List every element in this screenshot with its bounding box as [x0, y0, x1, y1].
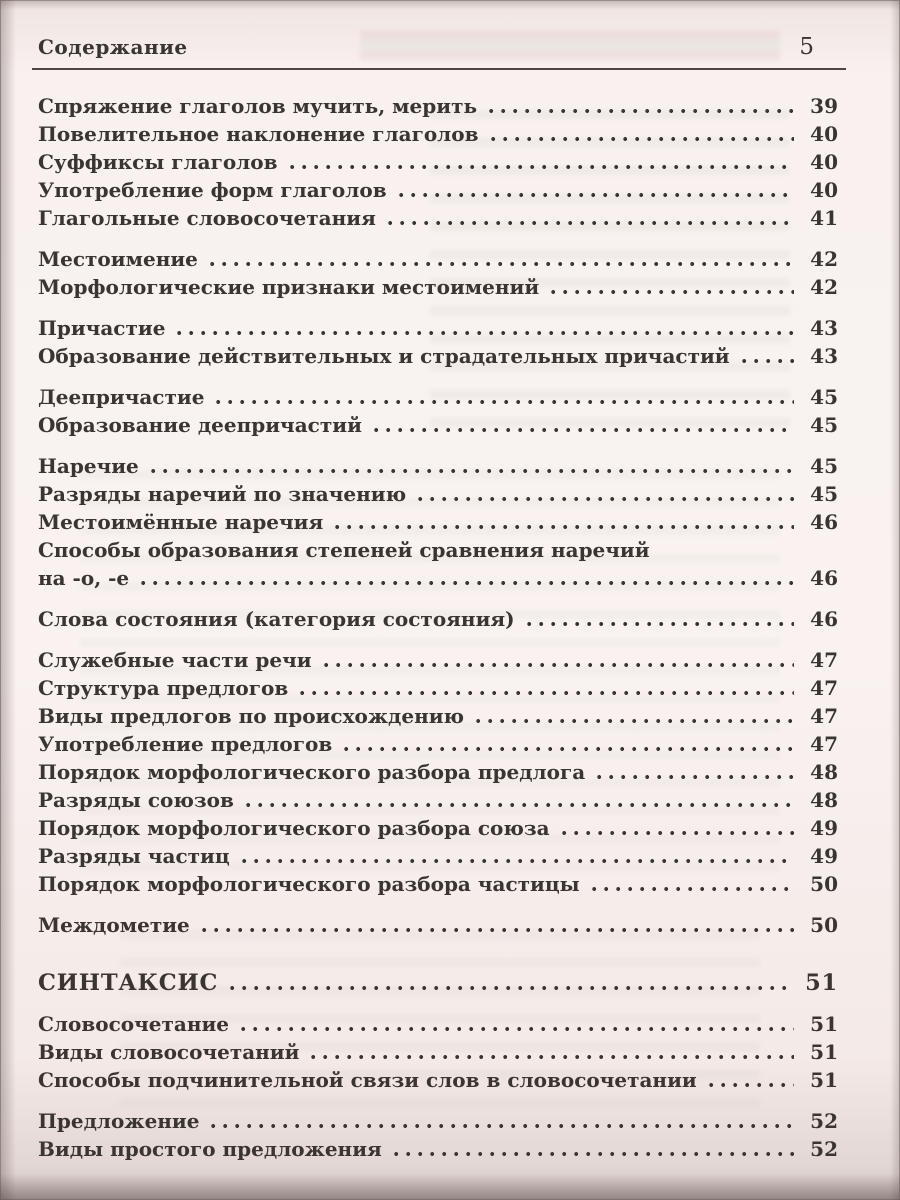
dot-leader [311, 1054, 794, 1060]
dot-leader [592, 886, 794, 892]
dot-leader [344, 746, 794, 752]
dot-leader [527, 621, 794, 627]
dot-leader [211, 1123, 794, 1129]
toc-title: Содержание [38, 35, 188, 59]
dot-leader [177, 330, 794, 336]
toc-entry [38, 646, 838, 674]
toc-entry-label: Наречие [38, 454, 139, 478]
dot-leader [388, 220, 794, 226]
toc-entry [38, 383, 838, 411]
toc-entry-label: Словосочетание [38, 1012, 230, 1036]
toc-entry [38, 120, 838, 148]
toc-entry-label: Разряды союзов [38, 788, 234, 812]
toc-entry-page: 46 [810, 510, 838, 534]
toc-entry-page: 49 [810, 844, 838, 868]
dot-leader [230, 985, 794, 991]
toc-entry-label: Слова состояния (категория состояния) [38, 607, 515, 631]
toc-entry-page: 40 [810, 150, 838, 174]
page-header [38, 34, 848, 60]
dot-leader [246, 802, 794, 808]
toc-entry-label: Местоимённые наречия [38, 510, 324, 534]
toc-entry-label: Деепричастие [38, 385, 205, 409]
toc-entry [38, 273, 838, 301]
toc-list [38, 92, 848, 1163]
dot-leader [491, 136, 795, 142]
toc-entry-label: Виды словосочетаний [38, 1040, 300, 1064]
toc-entry-label: Виды простого предложения [38, 1137, 382, 1161]
toc-entry [38, 176, 838, 204]
toc-entry [38, 314, 838, 342]
toc-entry-page: 51 [805, 970, 838, 996]
toc-entry [38, 674, 838, 702]
toc-entry-page: 39 [810, 94, 838, 118]
scan-shadow-bottom [0, 1174, 900, 1200]
toc-entry-label: Спряжение глаголов мучить, мерить [38, 94, 478, 118]
toc-entry-label: Разряды наречий по значению [38, 482, 407, 506]
toc-entry [38, 1066, 838, 1094]
toc-entry-page: 42 [810, 247, 838, 271]
toc-entry-page: 48 [810, 788, 838, 812]
toc-entry-page: 43 [810, 316, 838, 340]
toc-entry-label: Порядок морфологического разбора предлога [38, 760, 586, 784]
dot-leader [399, 192, 794, 198]
dot-leader [210, 261, 794, 267]
toc-entry-label: Повелительное наклонение глаголов [38, 122, 479, 146]
toc-entry-label: Порядок морфологического разбора союза [38, 816, 550, 840]
toc-entry [38, 969, 838, 997]
toc-entry-page: 51 [810, 1012, 838, 1036]
toc-entry-page: 49 [810, 816, 838, 840]
toc-entry [38, 786, 838, 814]
dot-leader [241, 1026, 794, 1032]
toc-entry [38, 536, 838, 592]
toc-entry [38, 730, 838, 758]
toc-entry-page: 45 [810, 454, 838, 478]
toc-entry-label: Способы образования степеней сравнения наречий [38, 538, 650, 562]
toc-entry-page: 46 [810, 607, 838, 631]
toc-entry-label: Предложение [38, 1109, 200, 1133]
toc-entry-page: 47 [810, 732, 838, 756]
toc-entry-label: Употребление предлогов [38, 732, 333, 756]
toc-entry [38, 342, 838, 370]
toc-entry-label: Суффиксы глаголов [38, 150, 278, 174]
toc-entry-label: Междометие [38, 913, 190, 937]
toc-entry [38, 870, 838, 898]
toc-entry-label: Виды предлогов по происхождению [38, 704, 465, 728]
toc-entry [38, 702, 838, 730]
dot-leader [335, 524, 794, 530]
dot-leader [151, 468, 794, 474]
header-rule [32, 68, 846, 70]
toc-entry-page: 45 [810, 482, 838, 506]
toc-entry-line1 [38, 536, 838, 564]
toc-entry [38, 508, 838, 536]
toc-entry-label: Причастие [38, 316, 166, 340]
toc-entry [38, 92, 838, 120]
page-number: 5 [799, 34, 814, 60]
toc-entry-label: Разряды частиц [38, 844, 230, 868]
toc-entry-page: 50 [810, 913, 838, 937]
toc-entry-page: 46 [810, 566, 838, 590]
toc-entry [38, 411, 838, 439]
toc-entry-label: Способы подчинительной связи слов в словосочетании [38, 1068, 697, 1092]
toc-entry-page: 41 [810, 206, 838, 230]
toc-entry-label: СИНТАКСИС [38, 970, 219, 996]
dot-leader [290, 164, 794, 170]
toc-entry-label: Местоимение [38, 247, 198, 271]
toc-entry [38, 814, 838, 842]
dot-leader [742, 358, 794, 364]
toc-entry [38, 1038, 838, 1066]
toc-entry [38, 1107, 838, 1135]
dot-leader [394, 1151, 794, 1157]
toc-entry-label: Структура предлогов [38, 676, 289, 700]
dot-leader [141, 580, 794, 586]
toc-entry [38, 148, 838, 176]
dot-leader [418, 496, 794, 502]
toc-entry-label: Употребление форм глаголов [38, 178, 387, 202]
toc-entry-page: 52 [810, 1109, 838, 1133]
toc-entry [38, 842, 838, 870]
dot-leader [597, 774, 794, 780]
toc-entry-label: Образование действительных и страдательных причастий [38, 344, 730, 368]
dot-leader [489, 108, 794, 114]
toc-entry-page: 45 [810, 413, 838, 437]
toc-entry-page: 51 [810, 1068, 838, 1092]
toc-entry [38, 605, 838, 633]
toc-entry-label: Служебные части речи [38, 648, 312, 672]
toc-entry-page: 48 [810, 760, 838, 784]
toc-entry-label: Морфологические признаки местоимений [38, 275, 540, 299]
toc-entry [38, 245, 838, 273]
toc-entry [38, 1135, 838, 1163]
toc-entry-label2: на -о, -е [38, 566, 130, 590]
toc-entry-label: Порядок морфологического разбора частицы [38, 872, 580, 896]
toc-entry-label: Глагольные словосочетания [38, 206, 376, 230]
dot-leader [242, 858, 794, 864]
toc-entry-page: 43 [810, 344, 838, 368]
toc-entry-page: 40 [810, 178, 838, 202]
toc-entry-line2 [38, 564, 838, 592]
toc-entry-page: 51 [810, 1040, 838, 1064]
dot-leader [709, 1082, 794, 1088]
dot-leader [562, 830, 794, 836]
toc-entry-label: Образование деепричастий [38, 413, 362, 437]
dot-leader [324, 662, 794, 668]
toc-entry-page: 45 [810, 385, 838, 409]
dot-leader [300, 690, 794, 696]
toc-entry [38, 452, 838, 480]
toc-entry [38, 758, 838, 786]
toc-entry-page: 40 [810, 122, 838, 146]
toc-entry [38, 1010, 838, 1038]
toc-entry [38, 204, 838, 232]
dot-leader [476, 718, 794, 724]
dot-leader [216, 399, 794, 405]
toc-entry-page: 47 [810, 676, 838, 700]
toc-entry-page: 52 [810, 1137, 838, 1161]
toc-entry-page: 47 [810, 704, 838, 728]
toc-entry [38, 911, 838, 939]
toc-entry-page: 42 [810, 275, 838, 299]
toc-entry [38, 480, 838, 508]
toc-entry-page: 47 [810, 648, 838, 672]
dot-leader [374, 427, 794, 433]
dot-leader [551, 289, 794, 295]
dot-leader [202, 927, 794, 933]
toc-entry-page: 50 [810, 872, 838, 896]
